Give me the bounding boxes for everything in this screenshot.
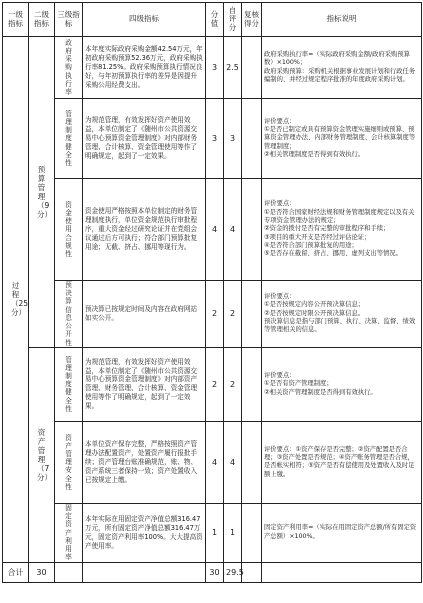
description-cell bbox=[262, 99, 422, 179]
header-level1: 一级指标 bbox=[3, 3, 29, 37]
level4-cell: 为规范管理，有效发挥好资产使用效益，本单位制定了《随州市公共资源交易中心预算资金管理制度》对内部资产管理、财务管理、合计核算、资金管理使用等作了明确规定，起到了一定效果。 bbox=[83, 347, 206, 421]
header-description: 指标说明 bbox=[262, 3, 422, 37]
review-score-cell bbox=[242, 37, 262, 99]
level3-label: 固定资产利用率 bbox=[65, 503, 72, 562]
total-empty-cell bbox=[55, 562, 83, 582]
score-cell: 3 bbox=[206, 37, 224, 99]
header-level3: 三级指标 bbox=[55, 3, 83, 37]
description-line: ①是否符合国家财经法规和财务管理制度规定以及有关专项资金管理办法的规定； bbox=[264, 208, 415, 225]
self-score-cell: 2 bbox=[224, 347, 242, 421]
description-cell bbox=[262, 347, 422, 421]
score-cell: 2 bbox=[206, 281, 224, 348]
level3-cell bbox=[55, 281, 83, 348]
level3-cell bbox=[55, 37, 83, 99]
description-line: ②资金的拨付是否有完整的审批程序和手续； bbox=[264, 225, 390, 233]
description-line: 评价要点： bbox=[264, 293, 296, 301]
description-line: ②相关管理制度是否得到有效执行。 bbox=[264, 150, 365, 158]
header-row bbox=[3, 3, 422, 37]
level3-cell bbox=[55, 179, 83, 281]
header-score: 分值 bbox=[206, 3, 224, 37]
table-row bbox=[3, 99, 422, 179]
header-level2: 二级指标 bbox=[29, 3, 55, 37]
total-row bbox=[3, 562, 422, 582]
level3-cell bbox=[55, 99, 83, 179]
score-cell: 1 bbox=[206, 503, 224, 562]
level1-process-cell bbox=[3, 37, 29, 563]
total-level2-score: 30 bbox=[29, 562, 55, 582]
level4-cell: 本年实际在用固定资产净值总额316.47万元，所有固定资产净值总额316.47万元，固定资产利用率100%。大大提高资产使用率。 bbox=[83, 503, 206, 562]
description-line: ③项目的重大开支是否经过评估论证； bbox=[264, 233, 371, 241]
level3-label: 管理制度健全性 bbox=[65, 355, 72, 413]
level2-asset-cell bbox=[29, 347, 55, 562]
review-score-cell bbox=[242, 281, 262, 348]
description-line: ①是否有资产管理制度； bbox=[264, 380, 333, 388]
description-line: 政府采购执行率=（实际政府采购金额/政府采购预算数）×100%； bbox=[264, 50, 410, 67]
table-row bbox=[3, 179, 422, 281]
total-label: 合计 bbox=[3, 562, 29, 582]
score-cell: 2 bbox=[206, 347, 224, 421]
description-line: ①是否已制定或具有预算资金管理实施细则或预算、预算资金管理办法、内部财务管理制度、会计核算制度等管理制度； bbox=[264, 126, 416, 150]
header-level4: 四级指标 bbox=[83, 3, 206, 37]
description-cell bbox=[262, 281, 422, 348]
performance-evaluation-table bbox=[2, 2, 422, 583]
level3-cell bbox=[55, 347, 83, 421]
description-line: 政府采购预算：采购机关根据事业发展计划和行政任务编制的、并经过规定程序批准的年度政府采购计划。 bbox=[264, 67, 416, 83]
review-score-cell bbox=[242, 503, 262, 562]
level2-budget-cell bbox=[29, 37, 55, 348]
level3-label: 资金使用合规性 bbox=[65, 200, 72, 259]
description-line: 评价要点： bbox=[264, 200, 296, 208]
level4-cell: 为规范管理，有效发挥好资产使用效益，本单位制定了《随州市公共资源交易中心预算资金管理制度》对内部财务管理、合计核算、资金管理使用等作了明确规定，起到了一定效果。 bbox=[83, 99, 206, 179]
self-score-cell: 1 bbox=[224, 503, 242, 562]
level3-cell bbox=[55, 421, 83, 503]
review-score-cell bbox=[242, 179, 262, 281]
self-score-cell: 2 bbox=[224, 281, 242, 348]
table-row bbox=[3, 503, 422, 562]
level3-label: 政府采购执行率 bbox=[65, 38, 72, 97]
total-review-score bbox=[242, 562, 262, 582]
description-cell bbox=[262, 421, 422, 503]
score-cell: 3 bbox=[206, 99, 224, 179]
level4-cell: 预决算已按规定时间及内容在政府网站如实公开。 bbox=[83, 281, 206, 348]
level1-process-label: 过程（25分） bbox=[11, 281, 29, 318]
self-score-cell: 2.5 bbox=[224, 37, 242, 99]
description-cell bbox=[262, 179, 422, 281]
score-cell: 4 bbox=[206, 179, 224, 281]
review-score-cell bbox=[242, 347, 262, 421]
table-row bbox=[3, 37, 422, 99]
description-line: 预决算信息是指与部门预算、执行、决算、监督、绩效等管理相关的信息。 bbox=[264, 318, 416, 334]
self-score-cell: 3 bbox=[224, 99, 242, 179]
total-score: 30 bbox=[206, 562, 224, 582]
review-score-cell bbox=[242, 421, 262, 503]
description-line: ①是否按规定内容公开预决算信息； bbox=[264, 301, 365, 309]
description-line: 评价要点： bbox=[264, 117, 296, 125]
level3-label: 资产管理安全性 bbox=[65, 433, 72, 491]
description-line: 评价要点：①资产保存是否完整；②资产配置是否合理；③资产处置是否规范；④资产账务管理是否合规，是否帐实相符；⑤资产是否有偿使用及处置收入及时足额上缴。 bbox=[264, 445, 415, 478]
level4-cell: 本单位资产保存完整，严格按照资产管理办法配置资产，处置资产履行报批手续；资产管理台账准确规范，账、物、资产系统三者保持一致；资产处置收入已按规定上缴。 bbox=[83, 421, 206, 503]
level4-cell: 本年度实际政府采购金额42.54万元，年初政府采购预算52.36万元，政府采购执行率81.25%。政府采购预算执行情况良好，与年初预算执行率的差异是因提升采购公用经费支出。 bbox=[83, 37, 206, 99]
description-line: ④是否符合部门预算批复的用途； bbox=[264, 241, 358, 249]
score-cell: 4 bbox=[206, 421, 224, 503]
level2-asset-label: 资产管理（7分） bbox=[37, 427, 52, 482]
total-empty-cell bbox=[83, 562, 206, 582]
level3-label: 管理制度健全性 bbox=[65, 109, 72, 168]
description-line: ②是否按规定时限公开预决算信息。 bbox=[264, 309, 365, 317]
table-row bbox=[3, 347, 422, 421]
table-row bbox=[3, 281, 422, 348]
description-cell bbox=[262, 503, 422, 562]
description-line: ②相关资产管理制度是否得到有效执行。 bbox=[264, 388, 377, 396]
header-self-score: 自评分 bbox=[224, 3, 242, 37]
total-self-score: 29.5 bbox=[224, 562, 242, 582]
self-score-cell: 4 bbox=[224, 179, 242, 281]
description-line: 固定资产利用率=（实际在用固定资产总额/所有固定资产总额）×100%。 bbox=[264, 524, 417, 540]
description-line: ⑤是否存在截留、挤占、挪用、虚列支出等情况。 bbox=[264, 250, 402, 258]
table-row bbox=[3, 421, 422, 503]
level4-cell: 资金使用严格按照本单位制定的财务管理制度执行，单位资金规范执行审批程序，重大资金经过研究论证并在党组会议通过后方可执行；符合部门预算批复用途；无截、挤占、挪用等现行为。 bbox=[83, 179, 206, 281]
level3-cell bbox=[55, 503, 83, 562]
header-review-score: 复核得分 bbox=[242, 3, 262, 37]
description-cell bbox=[262, 37, 422, 99]
total-empty-cell bbox=[262, 562, 422, 582]
level2-budget-label: 预算管理（9分） bbox=[37, 164, 52, 219]
review-score-cell bbox=[242, 99, 262, 179]
self-score-cell: 4 bbox=[224, 421, 242, 503]
level3-label: 预决算信息公开性 bbox=[65, 281, 72, 347]
description-line: 评价要点： bbox=[264, 371, 296, 379]
